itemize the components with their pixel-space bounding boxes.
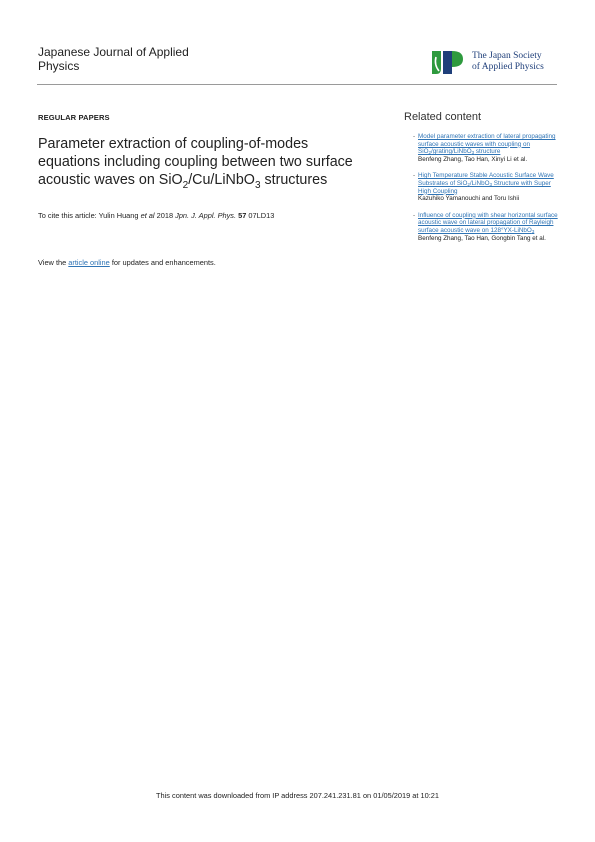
view-pre: View the [38, 258, 69, 267]
title-text: structures [260, 172, 328, 188]
section-label: REGULAR PAPERS [38, 113, 110, 122]
related-item-authors: Benfeng Zhang, Tao Han, Xinyi Li et al. [418, 155, 528, 163]
jsap-logo-text [472, 51, 544, 72]
logo-text-line2: of Applied Physics [472, 61, 544, 72]
related-content-list [413, 133, 563, 251]
related-title-subscript: 3 [531, 228, 535, 234]
title-text: acoustic waves on SiO [38, 172, 183, 188]
related-title-subscript: 3 [489, 181, 492, 187]
journal-name-line1: Japanese Journal of Applied [38, 45, 189, 59]
related-item-link[interactable] [418, 133, 563, 156]
article-online-link[interactable]: article online [68, 258, 110, 267]
related-title-text: structure [474, 148, 501, 156]
citation-volume: 57 [238, 211, 247, 220]
list-bullet: - [413, 133, 416, 140]
related-title-text: /grating/LiNbO [431, 148, 472, 156]
title-subscript: 2 [182, 180, 189, 191]
citation-year: 2018 [154, 211, 176, 220]
citation-prefix: To cite this article: Yulin Huang [38, 211, 141, 220]
jsap-logo [430, 47, 560, 77]
journal-name [38, 45, 238, 73]
download-footer: This content was downloaded from IP address 207.241.231.81 on 01/05/2019 at 10:21 [156, 791, 439, 800]
header-divider [37, 84, 557, 85]
view-post: for updates and enhancements. [109, 258, 216, 267]
journal-name-line2: Physics [38, 59, 80, 73]
title-line3 [38, 171, 378, 189]
related-title-text: Structure with Super High Coupling [418, 179, 551, 195]
related-item [413, 172, 563, 203]
citation-article: 07LD13 [246, 211, 275, 220]
related-title-text: High Temperature Stable Acoustic Surface Wave Substrates of SiO [418, 172, 554, 187]
related-title-subscript: 3 [471, 150, 475, 156]
related-title-subscript: 2 [428, 150, 432, 156]
related-item-authors: Kazuhiko Yamanouchi and Toru Ishii [418, 195, 520, 203]
list-bullet: - [413, 211, 416, 219]
related-item-link[interactable] [418, 172, 563, 195]
title-line1: Parameter extraction of coupling-of-modes [38, 136, 309, 152]
related-item [413, 133, 563, 163]
citation-line [38, 211, 378, 220]
citation-etal: et al [140, 211, 155, 220]
related-item [413, 211, 563, 242]
related-title-text: /LiNbO [469, 179, 490, 187]
title-subscript: 3 [254, 180, 261, 191]
related-item-authors: Benfeng Zhang, Tao Han, Gongbin Tang et al. [418, 234, 546, 242]
related-content-heading: Related content [404, 111, 482, 123]
article-title [38, 135, 378, 189]
list-bullet: - [413, 172, 416, 180]
related-title-text: Model parameter extraction of lateral propagating surface acoustic waves with coupling on SiO [418, 133, 556, 156]
jsap-logo-icon [430, 47, 466, 77]
related-title-text: Influence of coupling with shear horizontal surface acoustic wave on lateral propagation of Rayleigh surface acoustic wave on 128°YX-LiNbO [418, 211, 558, 234]
logo-text-line1: The Japan Society [472, 51, 542, 61]
related-title-subscript: 2 [467, 181, 470, 187]
title-line2: equations including coupling between two surface [38, 154, 353, 170]
title-text: /Cu/LiNbO [188, 172, 255, 188]
citation-journal: Jpn. J. Appl. Phys. [175, 211, 237, 220]
view-online-line [38, 258, 216, 267]
related-item-link[interactable] [418, 212, 563, 235]
